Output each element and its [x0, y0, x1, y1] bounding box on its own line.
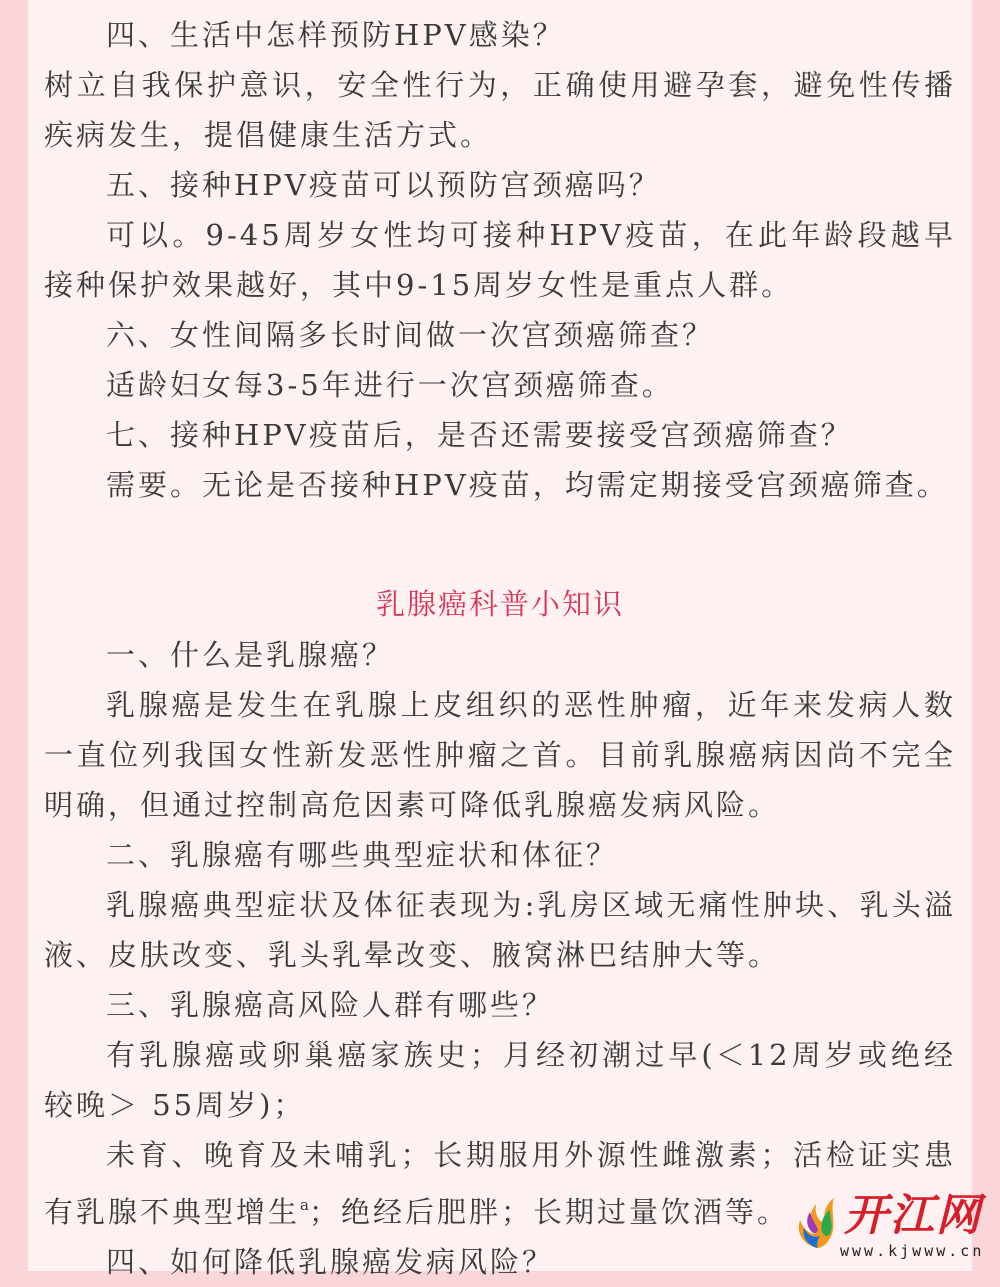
breast-answer-2: 乳腺癌典型症状及体征表现为:乳房区域无痛性肿块、乳头溢液、皮肤改变、乳头乳晕改变、腋窝淋巴结肿大等。 — [44, 888, 956, 972]
breast-question-2: 二、乳腺癌有哪些典型症状和体征？ — [106, 838, 619, 872]
site-watermark — [790, 1186, 994, 1266]
flame-swirl-logo-icon — [792, 1192, 842, 1250]
article-content — [44, 10, 956, 1287]
hpv-answer-6: 适龄妇女每3-5年进行一次宫颈癌筛查。 — [106, 368, 674, 402]
hpv-answer-7: 需要。无论是否接种HPV疫苗，均需定期接受宫颈癌筛查。 — [106, 468, 949, 502]
breast-question-4: 四、如何降低乳腺癌发病风险？ — [106, 1245, 555, 1279]
section-spacer — [44, 510, 956, 578]
site-url: www.kjwww.cn — [840, 1242, 985, 1260]
hpv-question-5: 五、接种HPV疫苗可以预防宫颈癌吗？ — [106, 168, 661, 202]
breast-question-1: 一、什么是乳腺癌？ — [106, 638, 395, 672]
breast-question-3: 三、乳腺癌高风险人群有哪些？ — [106, 988, 555, 1022]
breast-answer-1: 乳腺癌是发生在乳腺上皮组织的恶性肿瘤，近年来发病人数一直位列我国女性新发恶性肿瘤之首。目前乳腺癌病因尚不完全明确，但通过控制高危因素可降低乳腺癌发病风险。 — [44, 688, 956, 822]
hpv-question-7: 七、接种HPV疫苗后，是否还需要接受宫颈癌筛查？ — [106, 418, 853, 452]
hpv-answer-4: 树立自我保护意识，安全性行为，正确使用避孕套，避免性传播疾病发生，提倡健康生活方式。 — [44, 68, 956, 152]
site-name: 开江网 — [844, 1190, 982, 1241]
hpv-answer-5: 可以。9-45周岁女性均可接种HPV疫苗，在此年龄段越早接种保护效果越好，其中9-15周岁女性是重点人群。 — [44, 218, 956, 302]
section-title: 乳腺癌科普小知识 — [375, 587, 624, 621]
article-page — [28, 0, 972, 1279]
superscript-mark: a — [300, 1196, 309, 1214]
breast-answer-3-part-2-text: 未育、晚育及未哺乳；长期服用外源性雌激素；活检证实患有乳腺不典型增生 — [44, 1138, 956, 1229]
hpv-question-4: 四、生活中怎样预防HPV感染？ — [106, 18, 565, 52]
hpv-question-6: 六、女性间隔多长时间做一次宫颈癌筛查？ — [106, 318, 715, 352]
breast-answer-3-part-2-tail: ；绝经后肥胖；长期过量饮酒等。 — [308, 1195, 789, 1229]
breast-answer-3-part-1: 有乳腺癌或卵巢癌家族史；月经初潮过早(＜12周岁或绝经较晚＞ 55周岁)； — [44, 1038, 956, 1122]
